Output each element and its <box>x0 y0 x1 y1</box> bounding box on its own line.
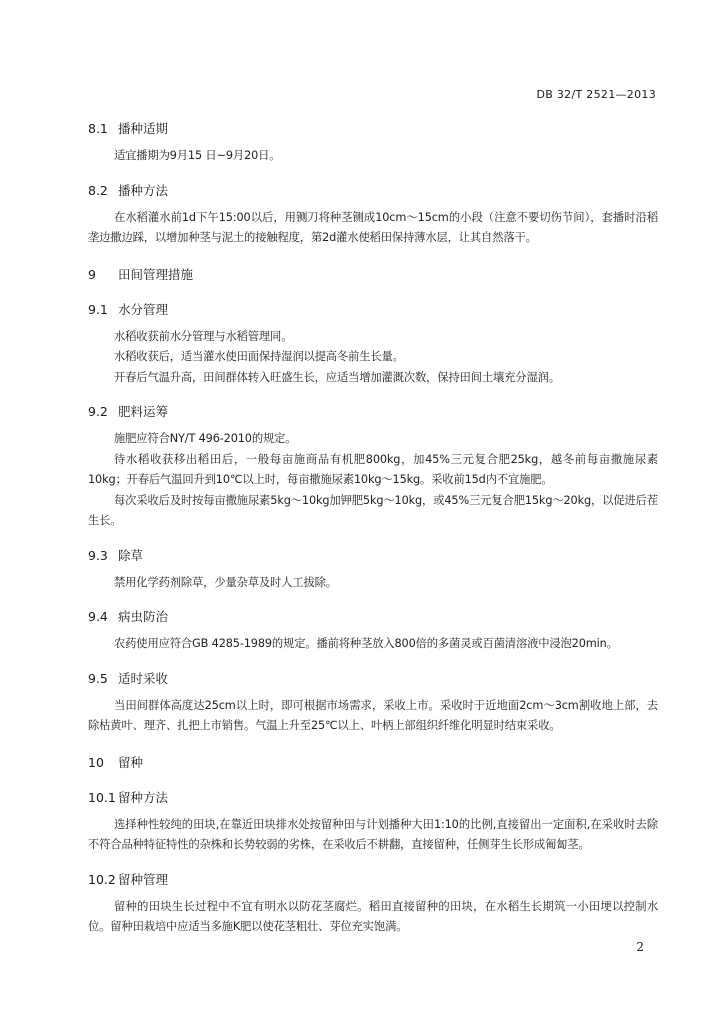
paragraph: 禁用化学药剂除草，少量杂草及时人工拔除。 <box>114 575 337 589</box>
page-number: 2 <box>636 940 644 954</box>
heading-title: 水分管理 <box>118 301 169 317</box>
paragraph: 开春后气温升高，田间群体转入旺盛生长，应适当增加灌溉次数，保持田间土壤充分湿润。 <box>114 370 560 384</box>
paragraph: 当田间群体高度达25cm以上时，即可根据市场需求，采收上市。采收时于近地面2cm～3cm割收地上部，去除枯黄叶、理齐、扎把上市销售。气温上升至25℃以上、叶柄上部组织纤维化明显时结束采收。 <box>88 698 658 732</box>
heading-title: 田间管理措施 <box>118 266 194 282</box>
heading-9-2 <box>88 403 658 421</box>
heading-8-1 <box>88 120 658 138</box>
paragraph: 每次采收后及时按每亩撒施尿素5kg～10kg加钾肥5kg～10kg，或45%三元复合肥15kg～20kg，以促进后茬生长。 <box>88 493 658 527</box>
heading-number: 9.1 <box>88 301 108 317</box>
heading-title: 留种 <box>118 754 144 770</box>
heading-number: 8.2 <box>88 182 108 198</box>
paragraph: 留种的田块生长过程中不宜有明水以防花茎腐烂。稻田直接留种的田块，在水稻生长期筑一小田埂以控制水位。留种田栽培中应适当多施K肥以使花茎粗壮、芽位充实饱满。 <box>88 899 658 933</box>
paragraph: 水稻收获前水分管理与水稻管理同。 <box>114 329 293 343</box>
heading-9-4 <box>88 608 658 626</box>
paragraph: 在水稻灌水前1d下午15:00以后，用铡刀将种茎铡成10cm～15cm的小段（注意不要切伤节间），套播时沿稻垄边撒边踩，以增加种茎与泥土的接触程度，第2d灌水使稻田保持薄水层，让其自然落干。 <box>88 210 658 244</box>
heading-number: 9.3 <box>88 547 108 563</box>
heading-8-2 <box>88 182 658 200</box>
document-body <box>88 120 658 938</box>
heading-title: 适时采收 <box>118 670 169 686</box>
heading-number: 9.5 <box>88 670 108 686</box>
heading-9-3 <box>88 547 658 565</box>
heading-title: 肥料运筹 <box>118 404 169 419</box>
heading-number: 9.4 <box>88 609 108 624</box>
paragraph: 待水稻收获移出稻田后，一般每亩施商品有机肥800kg，加45%三元复合肥25kg，越冬前每亩撒施尿素10kg；开春后气温回升到10℃以上时，每亩撒施尿素10kg～15kg。采收前15d内不宜施肥。 <box>88 452 658 486</box>
paragraph: 施肥应符合NY/T 496-2010的规定。 <box>114 432 297 445</box>
heading-9-1 <box>88 301 658 319</box>
heading-10-1 <box>88 789 658 807</box>
heading-number: 8.1 <box>88 121 108 136</box>
heading-10-2 <box>88 871 658 889</box>
paragraph: 选择种性较纯的田块,在靠近田块排水处按留种田与计划播种大田1:10的比例,直接留出一定面积,在采收时去除不符合品种特征特性的杂株和长势较弱的劣株，在采收后不耕翻，直接留种，任侧芽生长形成匍匐茎。 <box>88 817 658 851</box>
heading-title: 除草 <box>118 547 144 563</box>
standard-code: DB 32/T 2521—2013 <box>536 88 656 101</box>
heading-title: 病虫防治 <box>118 609 169 624</box>
heading-10 <box>88 754 658 772</box>
heading-number: 9 <box>88 266 96 282</box>
paragraph: 水稻收获后，适当灌水使田面保持湿润以提高冬前生长量。 <box>114 350 404 363</box>
paragraph: 农药使用应符合GB 4285-1989的规定。播前将种茎放入800倍的多菌灵或百菌清溶液中浸泡20min。 <box>114 637 618 650</box>
heading-title: 留种方法 <box>118 789 169 805</box>
heading-9 <box>88 266 658 284</box>
heading-number: 10.1 <box>88 789 116 805</box>
heading-title: 播种方法 <box>118 182 169 198</box>
heading-title: 播种适期 <box>118 121 169 136</box>
heading-number: 10.2 <box>88 871 116 887</box>
heading-title: 留种管理 <box>118 871 169 887</box>
heading-number: 9.2 <box>88 404 108 419</box>
heading-9-5 <box>88 670 658 688</box>
paragraph: 适宜播期为9月15 日~9月20日。 <box>114 149 281 162</box>
heading-number: 10 <box>88 754 104 770</box>
